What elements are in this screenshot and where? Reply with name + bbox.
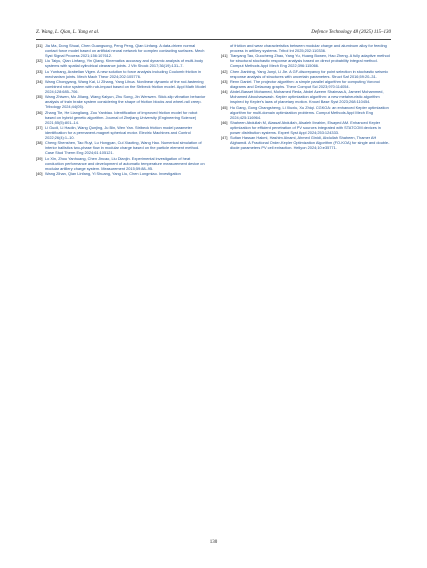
reference-text: Tianyang Tao, Guocheng Zhao, Yang Yu, Huang Bowen, Hao Zheng. A fully adaptive method for structural stochastic response analysis based on direct probability integral method. Comput Methods Appl Mech Eng 2022;396:115066. bbox=[230, 53, 390, 69]
reference-column-right bbox=[221, 43, 391, 150]
reference-text: Lo Xin, Zhou Yanhuang, Chen Jincao, Liu Dianjin. Experimental investigation of heat conduction performance and development of automatic temperature measurement device on modular artillery charge system. Measurement 2015;59:88–95. bbox=[45, 155, 205, 171]
reference-number: [45] bbox=[221, 104, 228, 110]
reference-item[interactable] bbox=[36, 43, 206, 58]
reference-text: Liu Taiyu, Qian Linfang, Yin Qiang. Kinematics accuracy and dynamic analysis of multi-body systems with spatial cylindrical clearance joints. J Vib Shock 2017;36(19):131–7. bbox=[45, 58, 204, 69]
reference-item[interactable] bbox=[36, 140, 206, 155]
reference-number: [37] bbox=[36, 124, 43, 130]
reference-number: [40] bbox=[36, 170, 43, 176]
reference-number: [33] bbox=[36, 68, 43, 74]
reference-number: [42] bbox=[221, 68, 228, 74]
reference-item[interactable] bbox=[221, 53, 391, 68]
reference-number: [46] bbox=[221, 119, 228, 125]
reference-text: Chen Jianbing, Yang Junyi, Li Jie. A GF-discrepancy for point selection in stochastic seismic response analysis of structures with uncertain parameters. Struct Saf 2016;59:20–31. bbox=[230, 68, 389, 79]
header-authors: Z. Wang, L. Qian, L. Yang et al. bbox=[36, 30, 100, 35]
reference-item[interactable] bbox=[221, 89, 391, 104]
reference-item[interactable] bbox=[36, 171, 206, 176]
reference-text: Li Guoli, Li Haolin, Wang Qunjing, Ju Bin, Wen Yan. Stribeck friction model parameter identification for a permanent-magnet spherical motor. Electric Machines and Control 2022;26(4):1–10. bbox=[45, 124, 193, 140]
header-journal: Defence Technology 48 (2025) 115–130 bbox=[311, 30, 391, 35]
reference-text: Abdel-Basset Mohamed, Mohamed Reda, Abdel Azeem Shaimaa A, Jameel Mohammed, Mohamed Abouhawwash. Kepler optimization algorithm: a new metaheuristic algorithm inspired by Kepler's laws of planetary motion. Knowl Base Syst 2023;268:110454. bbox=[230, 89, 384, 105]
reference-item[interactable] bbox=[36, 79, 206, 94]
reference-item[interactable] bbox=[36, 69, 206, 79]
reference-item[interactable] bbox=[36, 156, 206, 171]
header-rule bbox=[36, 39, 391, 40]
reference-text: Hu Gang, Gong Changsheng, Li Xiuxiu, Xu Zhiqi. CGKOA: an enhanced Kepler optimization algorithm for multi-domain optimization problems. Comput Methods Appl Mech Eng 2024;425:116964. bbox=[230, 104, 389, 120]
reference-text: Wang Zihan, Qian Linfang, Yi Shuang, Yang Liu, Chen Longmiao. Investigation bbox=[45, 170, 181, 176]
reference-column-left bbox=[36, 43, 206, 176]
page-number: 130 bbox=[209, 540, 218, 545]
reference-number: [31] bbox=[36, 43, 43, 48]
reference-number: [43] bbox=[221, 78, 228, 84]
reference-item[interactable] bbox=[221, 135, 391, 150]
reference-text: Jia Ma, Dong Shuai, Chen Guangsong, Peng Peng, Qian Linfang. A data-driven normal contact force model based on artificial neural network for complex contacting surfaces. Mech Syst Signal Process 2021;156:107612. bbox=[45, 43, 205, 59]
reference-item[interactable] bbox=[36, 125, 206, 140]
reference-text: Renn Daniel. The projector algorithm: a simple parallel algorithm for computing Voronoi diagrams and Delaunay graphs. Theor Comput Sci 2023;970:114054. bbox=[230, 78, 380, 89]
reference-number: [34] bbox=[36, 78, 43, 84]
reference-text: Cheng Shenshen, Tao Ruyi, Lu Hongyan, Cui Xiaoting, Wang Hao. Numerical simulation of interior ballistics two-phase flow in modular charge based on the particle element method. Case Stud Therm Eng 2024;61:105121. bbox=[45, 140, 202, 156]
reference-text: Lu Yunbang, Arabelian Vigen. A new solution to force analysis including Coulomb friction in mechanism joints. Mech Mach Theor 2024;202:105776. bbox=[45, 68, 202, 79]
reference-number: [44] bbox=[221, 89, 228, 95]
reference-item[interactable] bbox=[221, 79, 391, 89]
reference-number: [32] bbox=[36, 58, 43, 64]
reference-text: Shaheen Abdullah M, Alassaf Abdullah, Alsaleh Ibrahim, Elsayed AM. Enhanced Kepler optimization for efficient penetration of PV sources integrated with STATCOM devices in power distribution systems. Expert Syst Appl 2024;253:124333. bbox=[230, 119, 381, 135]
reference-number: [39] bbox=[36, 155, 43, 161]
reference-item[interactable] bbox=[36, 94, 206, 109]
reference-number: [38] bbox=[36, 140, 43, 146]
reference-item[interactable] bbox=[36, 110, 206, 125]
reference-number: [36] bbox=[36, 109, 43, 115]
reference-number: [35] bbox=[36, 94, 43, 100]
reference-item[interactable] bbox=[221, 69, 391, 79]
reference-text: Sultan Hassan Hakmi, Hashim Alnami, Ahmed Ginidi, Abdullah Shaheen, Thamer AH Alghamdi. A Fractional Order-Kepler Optimization Algorithm (FO-KOA) for single and double-diode parameters PV cell extraction. Heliyon 2024;10:e35771. bbox=[230, 135, 390, 151]
reference-text: Wang Chongyang, Wang Kai, Li Zihang, Yang Lihua. Nonlinear dynamic of the rod-fastening combined rotor system with rub-impact based on the Stribeck friction model. Appl Math Model 2024;128:685–706. bbox=[45, 78, 206, 94]
reference-item[interactable] bbox=[221, 120, 391, 135]
reference-text: Wang Zhiwen, Mo Jiliang, Wang Kaiyun, Zhu Song, Jin Wenwen. Stick-slip vibration behavior analysis of train brake system considering the shape of friction blocks and wheel-rail creep. Tribology 2024;44(05). bbox=[45, 94, 206, 110]
reference-item[interactable] bbox=[221, 105, 391, 120]
reference-number: [41] bbox=[221, 53, 228, 59]
reference-text: of friction and wear characteristics between modular charge and aluminum alloy for feeding process in artillery systems. Tribol Int 2025;202:110336. bbox=[230, 43, 387, 54]
reference-item[interactable] bbox=[36, 58, 206, 68]
reference-number: [47] bbox=[221, 135, 228, 141]
reference-text: Zhang Tie, He Liangliang, Zou Yanbiao. Identification of improved friction model for robot based on hybrid genetic algorithm. Journal of Zhejiang University (Engineering Science) 2021;55(5):801–14. bbox=[45, 109, 198, 125]
reference-item-continued[interactable] bbox=[221, 43, 391, 53]
